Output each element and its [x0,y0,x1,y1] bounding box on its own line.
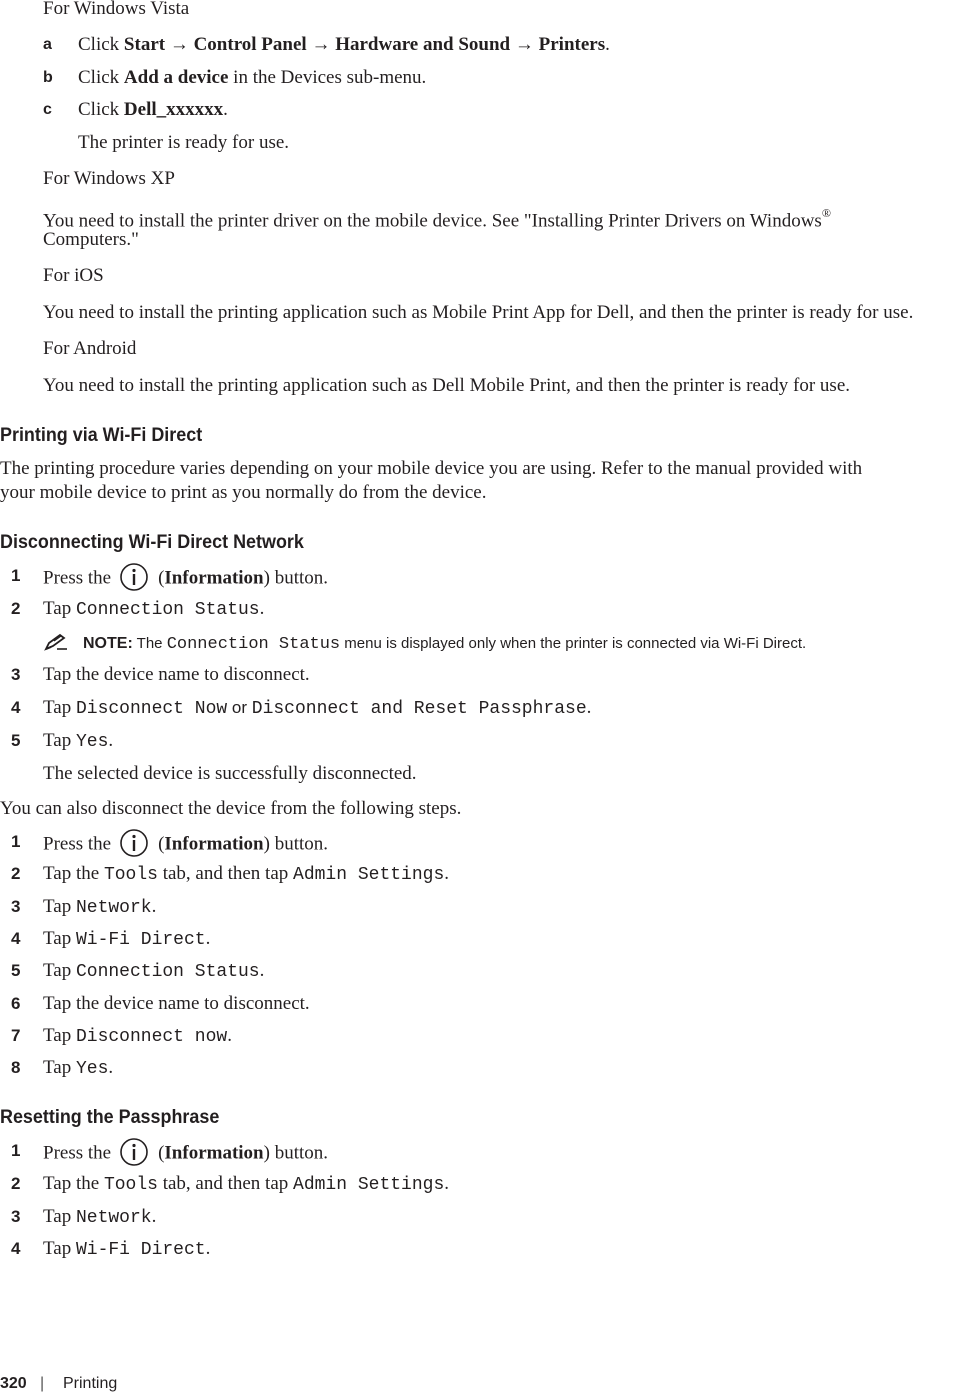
step-number: 7 [11,1026,21,1045]
step-number: 1 [11,1141,21,1160]
reset-step-2: Tap the Tools tab, and then tap Admin Settings. [43,1173,450,1195]
step-number: 2 [11,1174,21,1193]
also-step-1: Press the (Information) button. [43,830,328,860]
step-number: 1 [11,832,21,851]
vista-step-c: Click Dell_xxxxxx. [78,99,228,120]
disconnect-step-2: Tap Connection Status. [43,598,265,620]
step-number: 1 [11,566,21,585]
xp-text-line1: You need to install the printer driver on the mobile device. See "Installing Printer Drivers on Windows® [43,206,831,232]
note-pencil-icon [43,633,69,651]
disconnect-step-1: Press the (Information) button. [43,564,328,594]
step-number: 4 [11,929,21,948]
step-label: b [43,69,53,86]
ios-heading: For iOS [43,265,104,286]
step-number: 3 [11,897,21,916]
also-step-5: Tap Connection Status. [43,960,265,982]
printing-text-line2: your mobile device to print as you normally do from the device. [0,482,487,503]
vista-ready: The printer is ready for use. [78,132,290,153]
step-number: 5 [11,961,21,980]
also-step-6: Tap the device name to disconnect. [43,993,310,1014]
step-number: 8 [11,1058,21,1077]
disconnect-step-3: Tap the device name to disconnect. [43,664,310,685]
printing-text-line1: The printing procedure varies depending on your mobile device you are using. Refer to the manual provided with [0,458,863,479]
note-callout: NOTE: The Connection Status menu is displayed only when the printer is connected via Wi-Fi Direct. [43,633,806,656]
step-number: 5 [11,731,21,750]
information-icon [119,1137,149,1167]
printing-heading: Printing via Wi-Fi Direct [0,424,203,446]
step-label: a [43,36,52,53]
information-icon [119,828,149,858]
step-number: 4 [11,698,21,717]
vista-step-b: Click Add a device in the Devices sub-menu. [78,67,427,88]
reset-step-4: Tap Wi-Fi Direct. [43,1238,211,1260]
also-step-4: Tap Wi-Fi Direct. [43,928,211,950]
footer-section: Printing [63,1375,118,1392]
step-label: c [43,101,52,118]
reset-heading: Resetting the Passphrase [0,1106,220,1128]
reset-step-3: Tap Network. [43,1206,157,1228]
step-number: 3 [11,1207,21,1226]
reset-step-1: Press the (Information) button. [43,1139,328,1169]
android-heading: For Android [43,338,137,359]
android-text: You need to install the printing application such as Dell Mobile Print, and then the printer is ready for use. [43,375,850,396]
vista-heading: For Windows Vista [43,0,190,19]
also-step-7: Tap Disconnect now. [43,1025,232,1047]
xp-text-line2: Computers." [43,229,139,250]
xp-heading: For Windows XP [43,168,175,189]
page-number: 320 [0,1375,27,1392]
also-step-3: Tap Network. [43,896,157,918]
disconnect-step-4: Tap Disconnect Now or Disconnect and Reset Passphrase. [43,697,592,719]
disconnect-step-5: Tap Yes. [43,730,114,752]
also-intro: You can also disconnect the device from the following steps. [0,798,462,819]
vista-step-a: Click Start → Control Panel → Hardware and Sound → Printers. [78,34,610,55]
footer-separator: | [40,1375,45,1392]
step-number: 3 [11,665,21,684]
ios-text: You need to install the printing application such as Mobile Print App for Dell, and then the printer is ready for use. [43,302,914,323]
also-step-8: Tap Yes. [43,1057,114,1079]
disconnect-result: The selected device is successfully disconnected. [43,763,417,784]
step-number: 2 [11,599,21,618]
step-number: 4 [11,1239,21,1258]
step-number: 6 [11,994,21,1013]
information-icon [119,562,149,592]
also-step-2: Tap the Tools tab, and then tap Admin Settings. [43,863,450,885]
step-number: 2 [11,864,21,883]
disconnect-heading: Disconnecting Wi-Fi Direct Network [0,531,304,553]
